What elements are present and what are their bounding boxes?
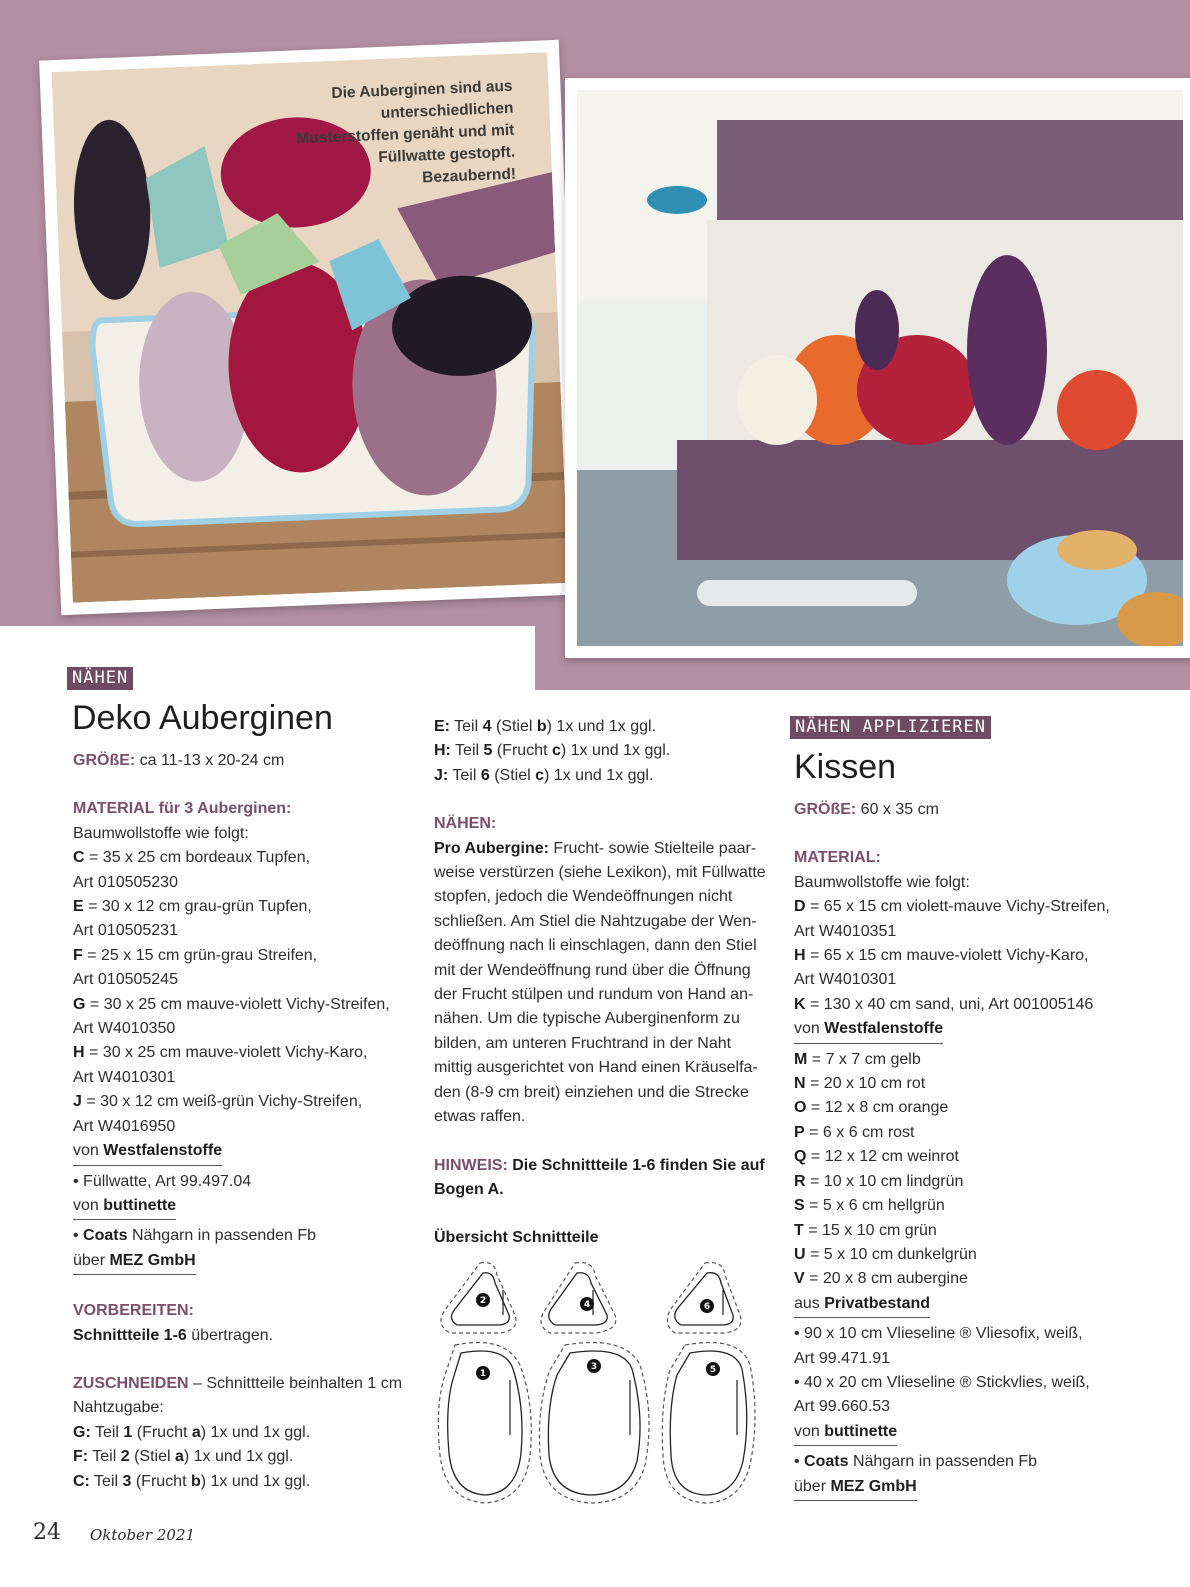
interfacing-art-2: Art 99.660.53 [794,1398,891,1416]
sew-line [434,885,779,909]
material-list [794,895,1164,993]
sew-text: der Frucht stülpen und rundum von Hand an- [434,986,754,1004]
pattern-overview-diagram [425,1255,770,1515]
applique-key: T [794,1221,804,1239]
material-art-number: Art W4010351 [794,922,897,940]
applique-key: O [794,1099,807,1117]
sew-text: den (8-9 cm breit) einziehen und die Strecke [434,1083,749,1101]
sew-text [434,837,779,1130]
applique-text: = 20 x 8 cm aubergine [804,1270,968,1288]
cut-part-number: 6 [480,766,490,784]
material-art-number: Art 010505230 [73,873,178,891]
size-label: GRÖßE: [73,752,136,769]
cut-text: – Schnittteile beinhalten 1 cm [188,1374,403,1392]
material-key: D [794,898,806,916]
material-intro: Baumwollstoffe wie folgt: [73,824,249,842]
interfacing-art-1: Art 99.471.91 [794,1349,891,1367]
applique-key: R [794,1172,806,1190]
applique-item [794,1048,1164,1072]
material-art-number: Art 010505245 [73,971,178,989]
supplier-prefix: von [794,1020,825,1038]
sewing-instructions [434,715,779,1251]
cut-text: Teil [90,1423,124,1441]
cut-text: ) 1x und 1x ggl. [560,742,671,760]
applique-text: = 7 x 7 cm gelb [807,1050,921,1068]
applique-key: N [794,1075,806,1093]
material-item [73,993,418,1017]
sew-text: schließen. Am Stiel die Nahtzugabe der Wen- [434,912,757,930]
material-key: H [73,1044,85,1062]
material-key: K [794,995,806,1013]
cut-list-continued [434,715,779,788]
cut-text: Teil [450,742,484,760]
page-number: 24 [33,1520,61,1545]
applique-item [794,1072,1164,1096]
distributor-line [73,1249,196,1275]
applique-text: = 12 x 8 cm orange [806,1099,949,1117]
cut-item [73,1470,418,1494]
cut-key: C: [73,1472,90,1490]
material-key: C [73,849,85,867]
cut-text: (Frucht [492,742,552,760]
sew-line [434,959,779,983]
applique-item [794,1121,1164,1145]
photo-caption: Die Auberginen sind aus unterschiedlichen Musterstoffen genäht und mit Füllwatte gestopft. Bezaubernd! [296,77,517,187]
material-item [794,944,1164,968]
applique-item [794,1243,1164,1267]
cut-letter: b [190,1472,201,1490]
sew-text: stopfen, jedoch die Wendeöffnungen nicht [434,888,733,906]
size-value: ca 11-13 x 20-24 cm [135,752,285,769]
material-text: = 65 x 15 cm mauve-violett Vichy-Karo, [805,947,1089,965]
supplier-brand: Westfalenstoffe [824,1020,944,1038]
sew-text: weise verstürzen (siehe Lexikon), mit Füllwatte [434,864,766,882]
distributor-prefix: über [794,1477,831,1495]
cut-text: (Stiel [489,766,536,784]
eggplant-photo-image [52,52,569,602]
applique-text: = 10 x 10 cm lindgrün [805,1172,964,1190]
cushion-illustration [577,90,1183,646]
cut-text: ) 1x und 1x ggl. [200,1423,311,1441]
material-heading: MATERIAL für 3 Auberginen: [73,800,292,818]
interfacing-item-2: • 40 x 20 cm Vlieseline ® Stickvlies, weiß, [794,1371,1164,1395]
sew-line [434,910,779,934]
applique-key: S [794,1197,805,1215]
cut-letter: a [191,1423,201,1441]
cut-key: F: [73,1448,89,1466]
size-line [73,749,418,773]
sew-line [434,1032,779,1056]
pattern-number: 6 [703,1302,711,1312]
supplier-brand: buttinette [824,1422,898,1440]
applique-item [794,1145,1164,1169]
cut-text: (Frucht [132,1423,192,1441]
material-item [73,1041,418,1065]
sew-text: nähen. Um die typische Auberginenform zu [434,1010,740,1028]
material-text: = 35 x 25 cm bordeaux Tupfen, [84,849,311,867]
applique-item [794,1267,1164,1291]
material-art-number: Art W4010301 [73,1068,176,1086]
applique-text: = 20 x 10 cm rot [805,1075,926,1093]
cut-part-number: 2 [120,1448,130,1466]
pattern-number: 1 [479,1369,487,1379]
cushion-photo [565,78,1190,658]
thread-brand: Coats [83,1227,128,1245]
material-item [794,993,1164,1017]
cut-key: E: [434,718,450,735]
cut-line-2: Nahtzugabe: [73,1399,164,1417]
prepare-rest: übertragen. [186,1326,274,1344]
cut-letter: a [174,1448,184,1466]
size-value: 60 x 35 cm [856,801,939,818]
project-title-cushion: Kissen [794,748,897,786]
sew-line [434,837,779,861]
applique-item [794,1096,1164,1120]
material-item [73,1090,418,1114]
cushion-instructions [794,798,1164,1501]
material-key: F [73,946,83,964]
pattern-number: 4 [583,1300,591,1310]
cut-part-number: 1 [123,1423,133,1441]
fill-item: • Füllwatte, Art 99.497.04 [73,1170,418,1194]
cut-letter: b [536,718,547,735]
cut-item [73,1445,418,1469]
applique-key: M [794,1050,808,1068]
material-text: = 30 x 12 cm grau-grün Tupfen, [83,898,312,916]
supplier-brand: Westfalenstoffe [103,1142,223,1160]
cut-text: ) 1x und 1x ggl. [183,1448,294,1466]
prepare-heading: VORBEREITEN: [73,1302,194,1320]
material-art-number: Art W4016950 [73,1117,176,1135]
cut-part-number: 3 [122,1472,132,1490]
thread-item [794,1450,1164,1474]
applique-key: V [794,1270,805,1288]
eggplant-instructions [73,749,418,1494]
applique-item [794,1170,1164,1194]
material-art-number: Art W4010350 [73,1020,176,1038]
prepare-bold: Schnittteile 1-6 [73,1326,187,1344]
sew-heading: NÄHEN: [434,815,497,833]
applique-text: = 5 x 6 cm hellgrün [804,1197,945,1215]
applique-text: = 5 x 10 cm dunkelgrün [805,1245,977,1263]
cushion-photo-image [577,90,1183,646]
distributor-line [794,1475,917,1501]
sew-line [434,1081,779,1105]
supplier-line-2 [73,1194,176,1220]
sew-text: mit der Wendeöffnung rund über die Öffnung [434,961,751,979]
supplier-prefix: von [73,1196,104,1214]
applique-key: U [794,1245,806,1263]
pattern-number: 2 [479,1296,487,1306]
cut-part-number: 4 [482,718,492,735]
applique-item [794,1219,1164,1243]
pattern-number: 5 [709,1365,717,1375]
supplier-line [794,1017,943,1043]
applique-fabric-list [794,1048,1164,1292]
material-text: = 30 x 25 cm mauve-violett Vichy-Karo, [84,1044,368,1062]
material-art-number: Art 010505231 [73,922,178,940]
sew-text: deöffnung nach li einschlagen, dann den Stiel [434,937,757,955]
cut-heading: ZUSCHNEIDEN [73,1374,189,1392]
thread-text: Nähgarn in passenden Fb [848,1453,1038,1471]
cut-item [434,715,779,739]
cut-list [73,1421,418,1494]
sew-line [434,1007,779,1031]
project-title-eggplants: Deko Auberginen [72,699,333,737]
sew-bold: Pro Aubergine: [434,839,549,857]
material-item [794,895,1164,919]
material-item [73,846,418,870]
cut-item [434,739,779,763]
supplier-line-2 [794,1420,897,1446]
material-key: E [73,898,84,916]
cut-key: H: [434,742,451,760]
thread-brand: Coats [804,1453,849,1471]
material-key: H [794,947,806,965]
cut-text: Teil [450,718,483,735]
applique-item [794,1194,1164,1218]
cut-text: Teil [89,1472,123,1490]
applique-key: P [794,1123,805,1141]
material-list [73,846,418,1139]
material-text: = 30 x 25 cm mauve-violett Vichy-Streifen, [85,995,390,1013]
cut-key: J: [434,766,449,784]
hint-line-2: Bogen A. [434,1180,504,1198]
sew-text: Frucht- sowie Stielteile paar- [548,839,757,857]
source-line [794,1292,930,1318]
source-prefix: aus [794,1294,825,1312]
applique-text: = 12 x 12 cm weinrot [806,1148,959,1166]
supplier-prefix: von [73,1142,104,1160]
material-item [73,944,418,968]
material-key: J [73,1093,82,1111]
interfacing-item-1: • 90 x 10 cm Vlieseline ® Vliesofix, weiß, [794,1322,1164,1346]
hint-text: Die Schnittteile 1-6 finden Sie auf [507,1156,765,1174]
size-label: GRÖßE: [794,801,857,818]
material-text: = 65 x 15 cm violett-mauve Vichy-Streifen, [805,898,1110,916]
section-tag-applique: NÄHEN APPLIZIEREN [790,716,991,739]
sew-line [434,1105,779,1129]
material-art-number: Art W4010301 [794,971,897,989]
material-text: = 130 x 40 cm sand, uni, Art 001005146 [805,995,1094,1013]
sew-text: etwas raffen. [434,1108,526,1126]
cut-item [434,764,779,788]
cut-text: ) 1x und 1x ggl. [546,718,657,735]
hint-label: HINWEIS: [434,1156,508,1174]
cut-key: G: [73,1423,91,1441]
applique-key: Q [794,1148,807,1166]
sew-line [434,934,779,958]
size-line [794,798,1164,822]
cut-part-number: 5 [483,742,493,760]
eggplant-photo [39,40,581,615]
cut-item [73,1421,418,1445]
material-heading: MATERIAL: [794,849,881,867]
hint-line [434,1154,779,1178]
cut-text: Teil [448,766,481,784]
source-brand: Privatbestand [824,1294,931,1312]
material-intro: Baumwollstoffe wie folgt: [794,873,970,891]
thread-text: Nähgarn in passenden Fb [127,1227,317,1245]
supplier-prefix: von [794,1422,825,1440]
cut-text: (Frucht [131,1472,191,1490]
cut-line [73,1372,418,1396]
cut-text: (Stiel [491,718,537,735]
cut-text: (Stiel [129,1448,175,1466]
supplier-line [73,1139,222,1165]
sew-line [434,1056,779,1080]
cut-text: Teil [88,1448,121,1466]
sew-text: mittig ausgerichtet von Hand einen Kräuselfa- [434,1059,758,1077]
applique-text: = 6 x 6 cm rost [804,1123,915,1141]
distributor-brand: MEZ GmbH [109,1251,196,1269]
thread-item [73,1224,418,1248]
material-item [73,895,418,919]
section-tag-sewing: NÄHEN [67,667,133,690]
sew-line [434,861,779,885]
issue-date: Oktober 2021 [90,1526,196,1544]
cut-text: ) 1x und 1x ggl. [200,1472,311,1490]
applique-text: = 15 x 10 cm grün [803,1221,937,1239]
pattern-number: 3 [590,1362,598,1372]
supplier-brand: buttinette [103,1196,177,1214]
distributor-prefix: über [73,1251,110,1269]
cut-letter: c [535,766,544,784]
distributor-brand: MEZ GmbH [830,1477,917,1495]
material-text: = 30 x 12 cm weiß-grün Vichy-Streifen, [81,1093,363,1111]
cut-text: ) 1x und 1x ggl. [544,766,654,784]
sew-text: bilden, am unteren Fruchtrand in der Naht [434,1034,732,1052]
cut-letter: c [551,742,561,760]
sew-line [434,983,779,1007]
material-text: = 25 x 15 cm grün-grau Streifen, [82,946,318,964]
overview-heading: Übersicht Schnittteile [434,1229,599,1247]
material-key: G [73,995,86,1013]
prepare-text [73,1324,418,1348]
